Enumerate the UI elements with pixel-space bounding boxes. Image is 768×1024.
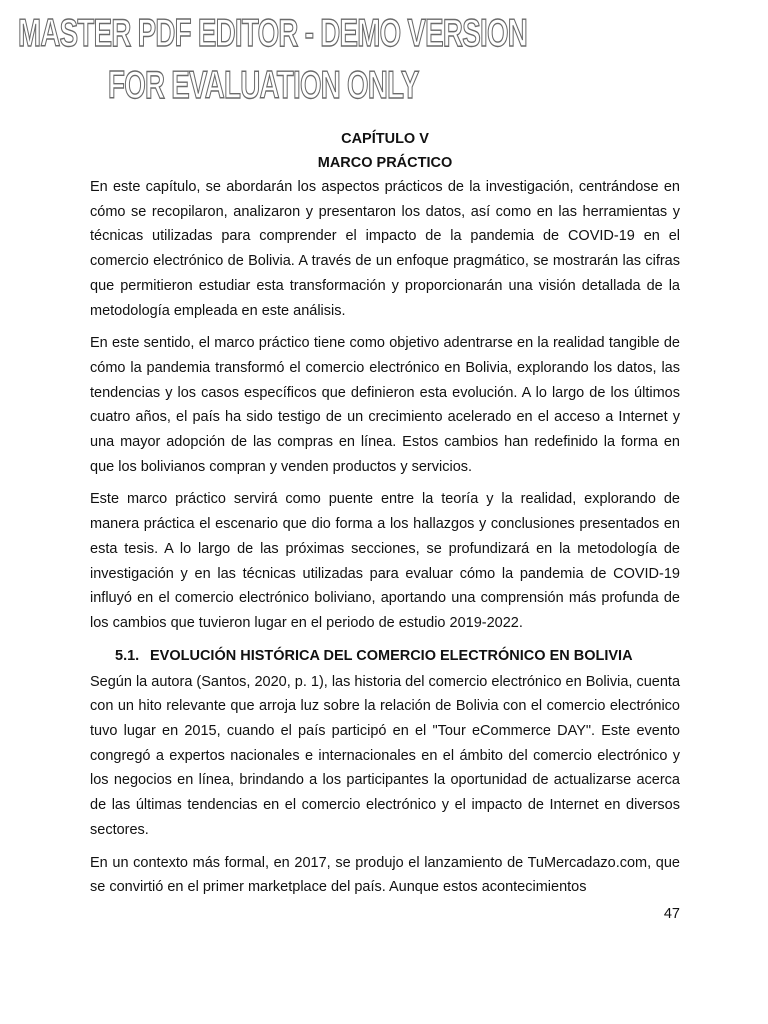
paragraph-1: En este capítulo, se abordarán los aspectos prácticos de la investigación, centrándose en cómo se recopilaron, analizaron y presentaron los datos, así como en las herramientas y técnicas utilizadas para comprender el impacto de la pandemia de COVID-19 en el comercio electrónico de Bolivia. A través de un enfoque pragmático, se mostrarán las cifras que permitieron estudiar esta transformación y proporcionarán una visión detallada de la metodología empleada en este análisis.: [90, 179, 680, 319]
watermark-line-1: MASTER PDF EDITOR - DEMO VERSION: [18, 12, 528, 55]
paragraph-5: En un contexto más formal, en 2017, se produjo el lanzamiento de TuMercadazo.com, que se convirtió en el primer marketplace del país. Aunque estos acontecimientos: [90, 854, 680, 896]
watermark-line-2: FOR EVALUATION ONLY: [108, 64, 419, 107]
chapter-title: MARCO PRÁCTICO: [317, 155, 453, 171]
paragraph-3: Este marco práctico servirá como puente entre la teoría y la realidad, explorando de manera práctica el escenario que dio forma a los hallazgos y conclusiones presentados en esta tesis. A lo largo de las próximas secciones, se profundizará en la metodología de investigación y en las técnicas utilizadas para evaluar cómo la pandemia de COVID-19 influyó en el comercio electrónico boliviano, aportando una comprensión más profunda de los cambios que tuvieron lugar en el periodo de estudio 2019-2022.: [90, 491, 680, 631]
chapter-label: CAPÍTULO V: [341, 131, 429, 147]
section-number: 5.1.: [115, 647, 140, 664]
page-content: [90, 127, 680, 900]
section-title: EVOLUCIÓN HISTÓRICA DEL COMERCIO ELECTRÓNICO EN BOLIVIA: [150, 647, 633, 664]
section-heading: [90, 644, 680, 668]
paragraph-2: En este sentido, el marco práctico tiene como objetivo adentrarse en la realidad tangible de cómo la pandemia transformó el comercio electrónico en Bolivia, explorando los datos, las tendencias y los casos específicos que definieron esta evolución. A lo largo de los últimos cuatro años, el país ha sido testigo de un crecimiento acelerado en el acceso a Internet y una mayor adopción de las compras en línea. Estos cambios han redefinido la forma en que los bolivianos compran y venden productos y servicios.: [90, 335, 680, 475]
paragraph-4: Según la autora (Santos, 2020, p. 1), las historia del comercio electrónico en Bolivia, cuenta con un hito relevante que arroja luz sobre la relación de Bolivia con el comercio electrónico tuvo lugar en 2015, cuando el país participó en el "Tour eCommerce DAY". Este evento congregó a expertos nacionales e internacionales en el ámbito del comercio electrónico y los negocios en línea, brindando a los participantes la oportunidad de actualizarse acerca de las últimas tendencias en el comercio electrónico y el impacto de Internet en diversos sectores.: [90, 673, 681, 838]
page-number: 47: [663, 906, 680, 922]
